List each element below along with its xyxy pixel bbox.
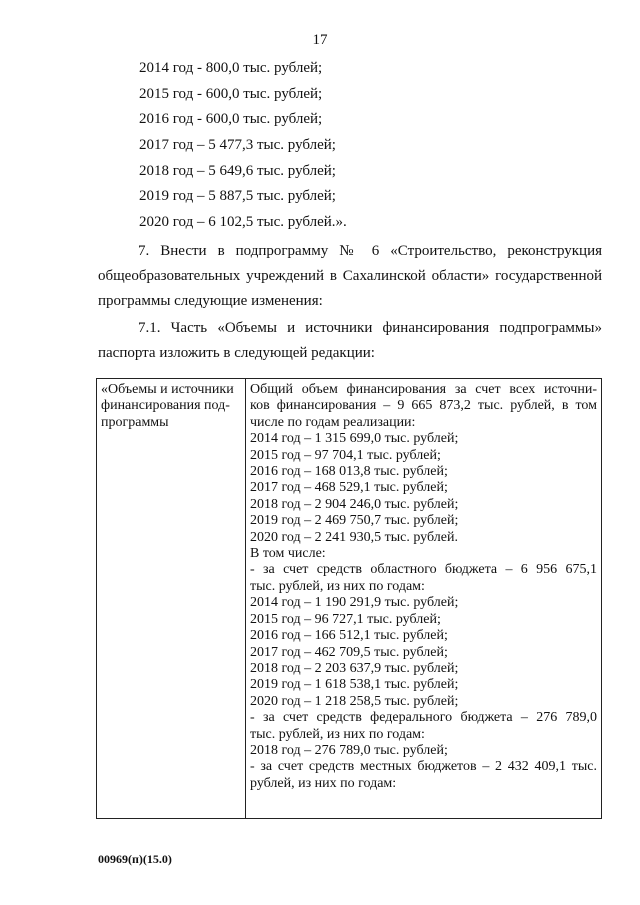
value-line: рублей, из них по годам:	[250, 775, 397, 791]
document-code: 00969(п)(15.0)	[98, 852, 172, 866]
value-line: 2016 год – 168 013,8 тыс. рублей;	[250, 464, 448, 480]
value-line: 2020 год – 1 218 258,5 тыс. рублей;	[250, 693, 459, 709]
year-list-item: 2017 год – 5 477,3 тыс. рублей;	[139, 137, 336, 154]
value-line: - за счет средств местных бюджетов – 2 432 409,1 тыс.	[250, 759, 597, 775]
year-list-item: 2018 год – 5 649,6 тыс. рублей;	[139, 162, 336, 179]
value-line: 2018 год – 276 789,0 тыс. рублей;	[250, 742, 448, 758]
table-row	[97, 379, 602, 819]
year-list-item: 2014 год - 800,0 тыс. рублей;	[139, 60, 323, 76]
paragraph-7	[98, 239, 602, 314]
value-line: В том числе:	[250, 546, 326, 562]
year-list-item: 2016 год - 600,0 тыс. рублей;	[139, 111, 323, 128]
value-line: - за счет средств областного бюджета – 6 956 675,1	[250, 562, 597, 578]
label-line: «Объемы и источники	[101, 382, 234, 397]
paragraph-7-text: 7. Внести в подпрограмму № 6 «Строительство, реконструкция общеобразовательных учреждений в Сахалинской области» государственной	[98, 243, 602, 284]
value-line: 2018 год – 2 904 246,0 тыс. рублей;	[250, 496, 459, 512]
paragraph-7-ending: программы следующие изменения:	[98, 293, 323, 309]
value-line: 2014 год – 1 190 291,9 тыс. рублей;	[250, 595, 459, 611]
value-line: тыс. рублей, из них по годам:	[250, 578, 425, 594]
paragraph-7-1-ending: паспорта изложить в следующей редакции:	[98, 345, 375, 361]
value-line: 2017 год – 462 709,5 тыс. рублей;	[250, 644, 448, 660]
value-line: Общий объем финансирования за счет всех источни-	[250, 382, 597, 397]
value-line: числе по годам реализации:	[250, 414, 416, 430]
page-number: 17	[312, 32, 328, 48]
value-line: 2015 год – 97 704,1 тыс. рублей;	[250, 447, 441, 463]
year-list-item: 2020 год – 6 102,5 тыс. рублей.».	[139, 214, 347, 231]
value-line: - за счет средств федерального бюджета – 276 789,0	[250, 710, 597, 726]
value-line: 2015 год – 96 727,1 тыс. рублей;	[250, 611, 441, 627]
value-line: тыс. рублей, из них по годам:	[250, 726, 425, 742]
value-line: 2018 год – 2 203 637,9 тыс. рублей;	[250, 660, 459, 676]
value-line: 2014 год – 1 315 699,0 тыс. рублей;	[250, 431, 459, 447]
value-line: 2016 год – 166 512,1 тыс. рублей;	[250, 628, 448, 644]
table-label-cell	[97, 379, 246, 819]
value-line: ков финансирования – 9 665 873,2 тыс. рублей, в том	[250, 398, 597, 414]
value-line: 2019 год – 2 469 750,7 тыс. рублей;	[250, 513, 459, 529]
paragraph-7-1-text: 7.1. Часть «Объемы и источники финансирования подпрограммы»	[138, 320, 602, 336]
label-line: программы	[101, 414, 169, 430]
value-line: 2017 год – 468 529,1 тыс. рублей;	[250, 480, 448, 496]
funding-year-list	[139, 56, 347, 236]
table-value-cell	[246, 379, 602, 819]
year-list-item: 2019 год – 5 887,5 тыс. рублей;	[139, 188, 336, 205]
paragraph-7-1	[98, 316, 602, 366]
passport-table	[96, 378, 602, 819]
label-line: финансирования под-	[101, 398, 230, 414]
value-line: 2019 год – 1 618 538,1 тыс. рублей;	[250, 677, 459, 693]
year-list-item: 2015 год - 600,0 тыс. рублей;	[139, 85, 323, 102]
value-line: 2020 год – 2 241 930,5 тыс. рублей.	[250, 529, 458, 545]
